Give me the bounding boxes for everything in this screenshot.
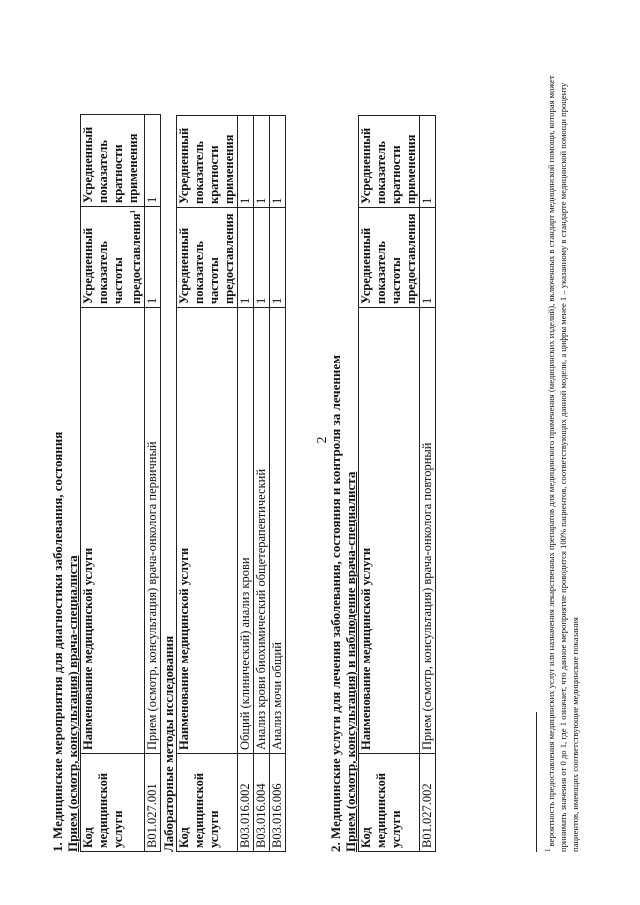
lab-table <box>176 115 286 852</box>
footnote-divider <box>536 712 537 852</box>
document-sheet <box>50 52 590 852</box>
consultation-table <box>80 114 161 852</box>
section-2 <box>328 62 436 852</box>
header-freq: Усредненный показатель частоты предоставления <box>359 208 420 308</box>
section-2-title: 2. Медицинские услуги для лечения заболевания, состояния и контроля за лечением <box>328 354 343 852</box>
header-name: Наименование медицинской услуги <box>177 308 238 754</box>
table-row <box>238 116 254 852</box>
footnote-mark: 1 <box>544 848 552 852</box>
header-mult: Усредненный показатель кратности применения <box>359 116 420 208</box>
cell-mult: 1 <box>145 114 161 206</box>
page-number: 2 <box>315 436 330 444</box>
cell-code: B03.016.002 <box>238 754 254 852</box>
cell-name: Анализ крови биохимический общетерапевтический <box>254 308 270 754</box>
header-name: Наименование медицинской услуги <box>81 308 145 754</box>
header-code: Код медицинской услуги <box>177 754 238 852</box>
cell-freq: 1 <box>254 208 270 308</box>
cell-mult: 1 <box>270 116 286 208</box>
table-row <box>254 116 270 852</box>
table-header-row <box>81 114 145 851</box>
footnote <box>542 62 581 852</box>
header-code: Код медицинской услуги <box>359 754 420 852</box>
cell-mult: 1 <box>238 116 254 208</box>
section-1a-title: Прием (осмотр, консультация) врача-специалиста <box>65 555 80 852</box>
section-2a-title: Прием (осмотр, консультация) и наблюдение врача-специалиста <box>343 471 358 852</box>
table-row <box>420 116 436 852</box>
cell-freq: 1 <box>420 208 436 308</box>
header-freq: Усредненный показатель частоты предоставления <box>177 208 238 308</box>
cell-mult: 1 <box>420 116 436 208</box>
cell-name: Прием (осмотр, консультация) врача-онколога повторный <box>420 308 436 754</box>
footnote-text: вероятность предоставления медицинских услуг или назначения лекарственных препаратов для медицинского применения (медицинских изделий), включенных в стандарт медицинской помощи, которая может принимать значения от 0 до 1, где 1 означает, что данное мероприятие проводится 100% пациентов, соответствующих данной модели, а цифры менее 1 – указанному в стандарте медицинской помощи проценту пациентов, имеющих соответствующие медицинские показания <box>545 75 580 852</box>
cell-code: B01.027.002 <box>420 754 436 852</box>
cell-code: B03.016.006 <box>270 754 286 852</box>
table-row <box>145 114 161 851</box>
section-1-title: 1. Медицинские мероприятия для диагностики заболевания, состояния <box>50 431 65 852</box>
table-header-row <box>177 116 238 852</box>
cell-code: B01.027.001 <box>145 754 161 852</box>
cell-freq: 1 <box>238 208 254 308</box>
cell-mult: 1 <box>254 116 270 208</box>
table-header-row <box>359 116 420 852</box>
section-1b-title: Лабораторные методы исследования <box>161 635 177 852</box>
cell-name: Анализ мочи общий <box>270 308 286 754</box>
header-name: Наименование медицинской услуги <box>359 308 420 754</box>
table-row <box>270 116 286 852</box>
treatment-table <box>358 115 436 852</box>
header-freq: Усредненный показатель частоты предоставления$^1$ <box>81 206 145 307</box>
header-mult: Усредненный показатель кратности применения <box>81 114 145 206</box>
cell-freq: 1 <box>270 208 286 308</box>
section-1 <box>50 62 286 852</box>
header-code: Код медицинской услуги <box>81 754 145 852</box>
cell-name: Общий (клинический) анализ крови <box>238 308 254 754</box>
cell-name: Прием (осмотр, консультация) врача-онколога первичный <box>145 308 161 754</box>
cell-code: B03.016.004 <box>254 754 270 852</box>
header-mult: Усредненный показатель кратности применения <box>177 116 238 208</box>
cell-freq: 1 <box>145 206 161 307</box>
